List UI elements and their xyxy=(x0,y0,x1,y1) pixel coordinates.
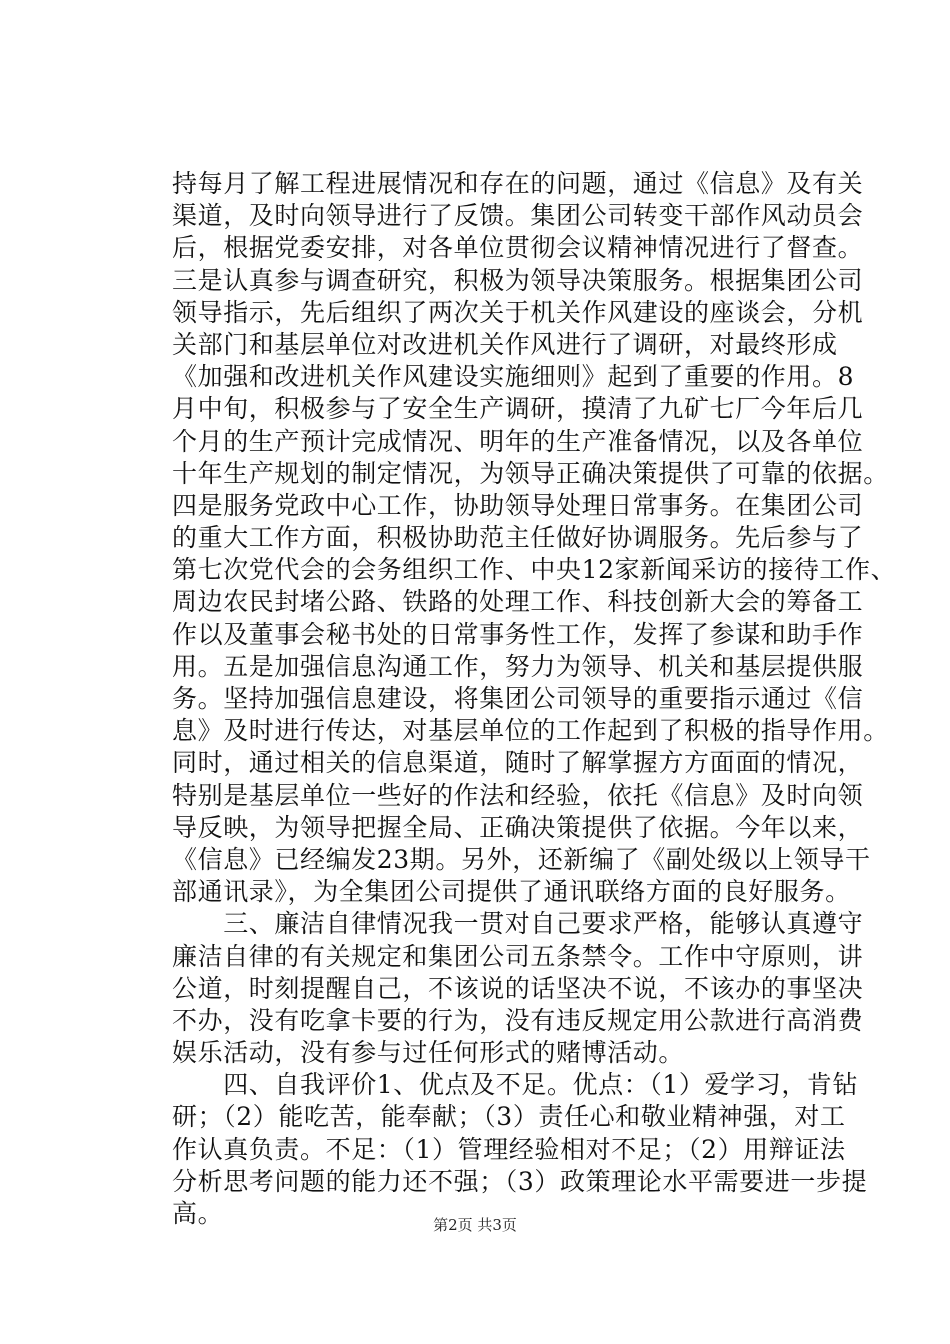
text-line: 关部门和基层单位对改进机关作风进行了调研，对最终形成 xyxy=(172,329,838,359)
text-line: 领导指示，先后组织了两次关于机关作风建设的座谈会，分机 xyxy=(172,297,864,327)
text-line: 分析思考问题的能力还不强；（3）政策理论水平需要进一步提 xyxy=(172,1166,868,1196)
text-line: 十年生产规划的制定情况，为领导正确决策提供了可靠的依据。 xyxy=(172,458,889,488)
text-line: 用。五是加强信息沟通工作，努力为领导、机关和基层提供服 xyxy=(172,651,864,681)
text-line: 作以及董事会秘书处的日常事务性工作，发挥了参谋和助手作 xyxy=(172,619,864,649)
text-line: 后，根据党委安排，对各单位贯彻会议精神情况进行了督查。 xyxy=(172,233,864,263)
text-line: 月中旬，积极参与了安全生产调研，摸清了九矿七厂今年后几 xyxy=(172,394,864,424)
text-line: 娱乐活动，没有参与过任何形式的赌博活动。 xyxy=(172,1038,685,1068)
text-line: 作认真负责。不足：（1）管理经验相对不足；（2）用辩证法 xyxy=(172,1134,846,1164)
document-body xyxy=(172,168,897,1230)
text-line: 公道，时刻提醒自己，不该说的话坚决不说，不该办的事坚决 xyxy=(172,973,864,1003)
text-line: 导反映，为领导把握全局、正确决策提供了依据。今年以来， xyxy=(172,812,864,842)
text-line: 廉洁自律的有关规定和集团公司五条禁令。工作中守原则，讲 xyxy=(172,941,864,971)
text-line: 部通讯录》，为全集团公司提供了通讯联络方面的良好服务。 xyxy=(172,877,851,907)
text-line: 同时，通过相关的信息渠道，随时了解掌握方方面面的情况， xyxy=(172,748,864,778)
text-line: 息》及时进行传达，对基层单位的工作起到了积极的指导作用。 xyxy=(172,716,889,746)
text-line: 特别是基层单位一些好的作法和经验，依托《信息》及时向领 xyxy=(172,780,864,810)
text-line: 三、廉洁自律情况我一贯对自己要求严格，能够认真遵守 xyxy=(172,909,864,939)
text-line: 第七次党代会的会务组织工作、中央12家新闻采访的接待工作、 xyxy=(172,555,897,585)
text-line: 高。 xyxy=(172,1199,224,1228)
text-line: 周边农民封堵公路、铁路的处理工作、科技创新大会的筹备工 xyxy=(172,587,864,617)
page-number-footer: 第2页 共3页 xyxy=(433,1216,517,1234)
text-line: 不办，没有吃拿卡要的行为，没有违反规定用公款进行高消费 xyxy=(172,1005,864,1035)
text-line: 《加强和改进机关作风建设实施细则》起到了重要的作用。8 xyxy=(172,362,855,392)
text-line: 渠道，及时向领导进行了反馈。集团公司转变干部作风动员会 xyxy=(172,201,864,231)
text-line: 三是认真参与调查研究，积极为领导决策服务。根据集团公司 xyxy=(172,265,864,295)
text-line: 个月的生产预计完成情况、明年的生产准备情况，以及各单位 xyxy=(172,426,864,456)
text-line: 《信息》已经编发23期。另外，还新编了《副处级以上领导干 xyxy=(172,844,871,874)
text-line: 研；（2）能吃苦，能奉献；（3）责任心和敬业精神强，对工 xyxy=(172,1102,846,1132)
text-line: 四、自我评价1、优点及不足。优点：（1）爱学习，肯钻 xyxy=(172,1070,859,1100)
text-line: 的重大工作方面，积极协助范主任做好协调服务。先后参与了 xyxy=(172,523,864,553)
text-line: 四是服务党政中心工作，协助领导处理日常事务。在集团公司 xyxy=(172,490,864,520)
text-line: 持每月了解工程进展情况和存在的问题，通过《信息》及有关 xyxy=(172,169,864,198)
text-line: 务。坚持加强信息建设，将集团公司领导的重要指示通过《信 xyxy=(172,684,864,713)
